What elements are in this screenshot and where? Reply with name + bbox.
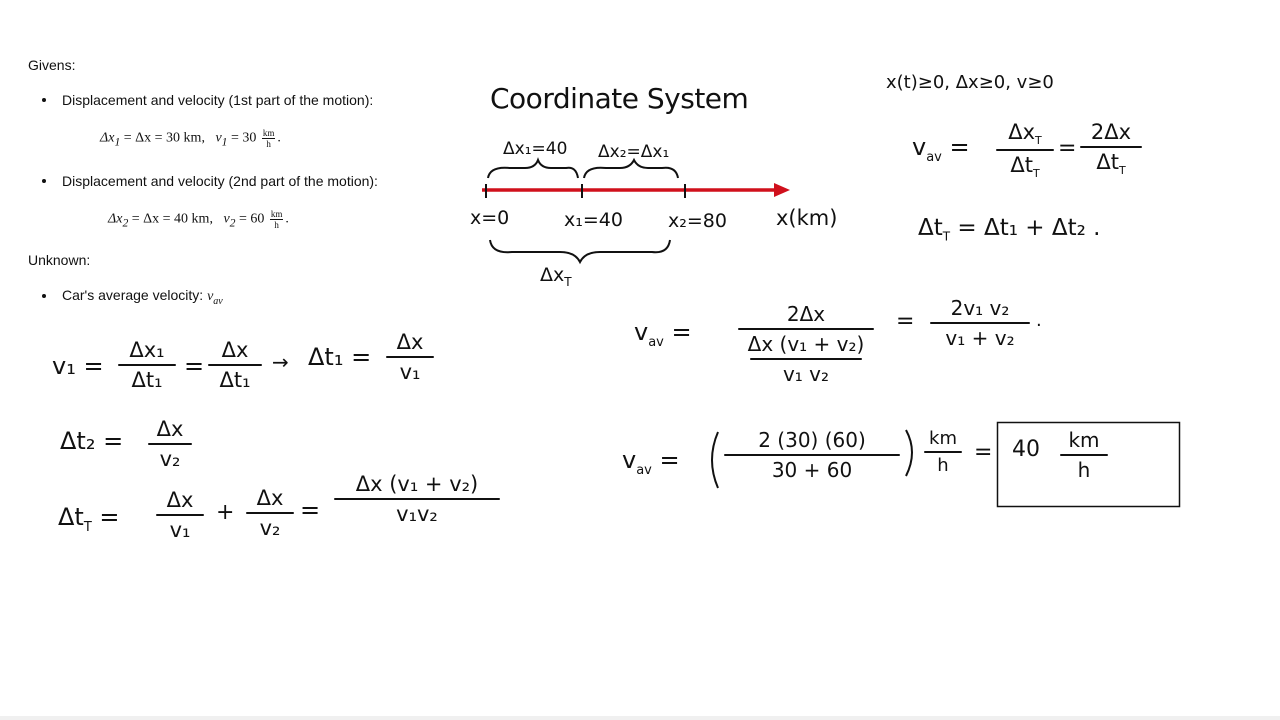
givens-item-1: Displacement and velocity (1st part of the motion):	[62, 92, 374, 108]
v1-fraction-2: Δx Δt₁	[208, 338, 262, 392]
v-symbol: v	[223, 211, 230, 227]
answer-value: 40	[1012, 437, 1040, 462]
vav-def-fraction-1: $\Delta x_T$ $\Delta t_T$	[996, 120, 1054, 180]
givens-heading: Givens:	[28, 57, 76, 73]
dx-value: = Δx = 40 km,	[128, 211, 213, 227]
dx2-label: Δx₂=Δx₁	[598, 142, 670, 162]
vav-numeric-unit: km h	[924, 428, 962, 476]
arrow-icon: →	[272, 350, 289, 374]
equals-sign: =	[1058, 136, 1077, 161]
dx-subscript: 2	[122, 216, 129, 230]
v1-equation-lhs: v₁ =	[52, 352, 104, 380]
v-value: = 60	[235, 211, 265, 227]
x1-label: x₁=40	[564, 209, 623, 231]
vav-derivation-lhs: $v_{av}$ =	[634, 318, 692, 350]
v-subscript: 2	[229, 216, 236, 230]
period: .	[1036, 310, 1042, 331]
equals-sign: =	[300, 496, 321, 524]
vav-numeric-fraction: 2 (30) (60) 30 + 60	[724, 428, 900, 482]
right-big-paren	[906, 430, 912, 476]
v1-fraction-1: Δx₁ Δt₁	[118, 338, 176, 392]
dx-symbol: Δx	[108, 211, 123, 227]
bottom-edge	[0, 716, 1280, 720]
vav-subscript: av	[213, 295, 223, 307]
vav-derivation-result: 2v₁ v₂ v₁ + v₂	[930, 296, 1030, 350]
equals-sign: =	[974, 440, 993, 465]
brace-dx1	[488, 160, 578, 178]
plus-sign: +	[216, 500, 235, 525]
brace-total	[490, 240, 670, 262]
equals-sign: =	[184, 352, 205, 380]
v-value: = 30	[227, 130, 257, 146]
coordinate-system-title: Coordinate System	[490, 82, 749, 115]
v-subscript: 1	[221, 135, 228, 149]
dt2-fraction: Δx v₂	[148, 417, 192, 471]
dx-value: = Δx = 30 km,	[120, 130, 205, 146]
vav-def-lhs: $v_{av}$ =	[912, 133, 970, 165]
dtT-lhs: $\Delta t_T$ =	[58, 503, 120, 535]
vav-numeric-lhs: $v_{av}$ =	[622, 446, 680, 478]
dtT-fraction-3: Δx (v₁ + v₂) v₁v₂	[334, 472, 500, 526]
vav-symbol: v	[207, 289, 214, 304]
unit-fraction: $\frac{km}{h}$	[262, 128, 275, 149]
dt1-fraction: Δx v₁	[386, 330, 434, 384]
x-axis-arrowhead	[774, 183, 790, 197]
v-symbol: v	[215, 130, 222, 146]
unknown-heading: Unknown:	[28, 252, 91, 268]
givens-item-2: Displacement and velocity (2nd part of the motion):	[62, 173, 378, 189]
dx-symbol: Δx	[100, 130, 115, 146]
dt2-lhs: Δt₂ =	[60, 427, 124, 455]
left-big-paren	[712, 432, 718, 488]
dt-total-equation: $\Delta t_T = \Delta t_1 + \Delta t_2$ .	[918, 215, 1101, 244]
x2-label: x₂=80	[668, 210, 727, 232]
dx1-label: Δx₁=40	[503, 139, 568, 159]
unit-fraction: $\frac{km}{h}$	[270, 209, 283, 230]
dtT-fraction-2: Δx v₂	[246, 486, 294, 540]
x0-label: x=0	[470, 207, 510, 229]
vav-derivation-big-fraction: 2Δx Δx (v₁ + v₂) v₁ v₂	[738, 302, 874, 386]
total-displacement-label: $\Delta x_T$	[540, 264, 572, 289]
brace-dx2	[584, 160, 678, 178]
dx-subscript: 1	[114, 135, 121, 149]
vav-def-fraction-2: 2Δx $\Delta t_T$	[1080, 120, 1142, 177]
unknown-item: Car's average velocity: $v_{av}$	[62, 287, 223, 307]
givens-equation-1: $\Delta x_1 = \Delta x = 30$ km, $v_1 = 30$ $\frac{km}{h}$ .	[100, 128, 281, 149]
equals-sign: =	[896, 309, 915, 334]
axis-label: x(km)	[776, 206, 838, 230]
answer-unit: km h	[1060, 428, 1108, 482]
dt1-lhs: Δt₁ =	[308, 343, 372, 371]
givens-equation-2: $\Delta x_2 = \Delta x = 40$ km, $v_2 = 60$ $\frac{km}{h}$ .	[108, 209, 289, 230]
conditions-line: x(t)≥0, Δx≥0, v≥0	[886, 72, 1054, 93]
dtT-fraction-1: Δx v₁	[156, 488, 204, 542]
